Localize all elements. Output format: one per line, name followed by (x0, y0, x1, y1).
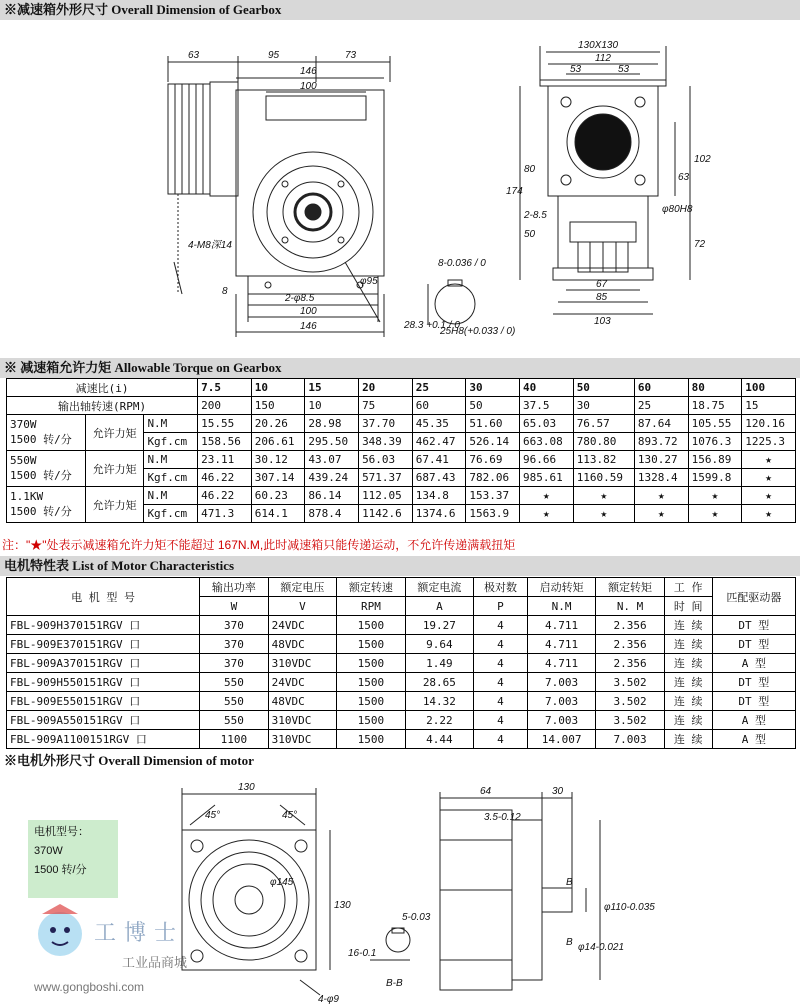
torque-550w-nm-row (7, 451, 796, 469)
torque-cell: 614.1 (251, 505, 305, 523)
model-cell: FBL-909H370151RGV 口 (7, 616, 200, 635)
dim-112: 112 (595, 53, 611, 64)
motor-cell: 4.711 (527, 616, 595, 635)
col-model: 电 机 型 号 (7, 578, 200, 616)
motor-row (7, 654, 796, 673)
col-header: 额定电流 (405, 578, 473, 597)
torque-cell: 663.08 (520, 433, 574, 451)
torque-cell: 112.05 (359, 487, 413, 505)
torque-cell: 526.14 (466, 433, 520, 451)
dim-53-left: 53 (570, 64, 582, 75)
motor-cell: 4.711 (527, 635, 595, 654)
dim-102: 102 (694, 154, 711, 165)
speed-cell: 200 (198, 397, 252, 415)
torque-cell: 45.35 (412, 415, 466, 433)
motor-dim-130-top: 130 (238, 782, 255, 793)
motor-dim-30: 30 (552, 786, 564, 797)
motor-cell: 4 (474, 635, 528, 654)
unit-kgf: Kgf.cm (144, 469, 198, 487)
motor-cell: 1500 (337, 654, 405, 673)
unit-kgf: Kgf.cm (144, 433, 198, 451)
motor-cell: 48VDC (268, 635, 336, 654)
motor-cell: 1500 (337, 635, 405, 654)
ratio-cell: 10 (251, 379, 305, 397)
power-cell: 370W 1500 转/分 (7, 415, 86, 451)
dim-67: 67 (596, 279, 608, 290)
motor-dim-45-right: 45° (282, 810, 298, 821)
ratio-cell: 30 (466, 379, 520, 397)
motor-dim-130-side: 130 (334, 900, 351, 911)
torque-cell: 1160.59 (573, 469, 634, 487)
model-cell: FBL-909A370151RGV 口 (7, 654, 200, 673)
motor-cell: 550 (200, 711, 268, 730)
watermark (30, 900, 250, 1005)
torque-cell: 56.03 (359, 451, 413, 469)
torque-cell: 87.64 (634, 415, 688, 433)
motor-cell: 1100 (200, 730, 268, 749)
dim-146-top: 146 (300, 66, 317, 77)
motor-cell: 310VDC (268, 654, 336, 673)
dim-80: 80 (524, 164, 536, 175)
motor-cell: 19.27 (405, 616, 473, 635)
motor-cell: 9.64 (405, 635, 473, 654)
dim-shaft-25h8: 25H8(+0.033 / 0) (440, 326, 516, 337)
unit-nm: N.M (144, 487, 198, 505)
torque-cell: 1142.6 (359, 505, 413, 523)
dim-72: 72 (694, 239, 706, 250)
motor-dim-45-left: 45° (205, 810, 221, 821)
allow-label: 允许力矩 (85, 487, 144, 523)
unit-nm: N.M (144, 451, 198, 469)
torque-cell: 153.37 (466, 487, 520, 505)
motor-cell: 4 (474, 654, 528, 673)
motor-cell: 2.356 (596, 635, 664, 654)
ratio-cell: 80 (688, 379, 742, 397)
motor-cell: 48VDC (268, 692, 336, 711)
motor-cell: 4 (474, 711, 528, 730)
watermark-sub: 工业品商城 (122, 955, 188, 970)
unit-cell: RPM (337, 597, 405, 616)
star-cell: ★ (634, 505, 688, 523)
torque-cell: 120.16 (742, 415, 796, 433)
speed-cell: 50 (466, 397, 520, 415)
unit-cell: 时 间 (664, 597, 712, 616)
motor-cell: 24VDC (268, 673, 336, 692)
motor-row (7, 711, 796, 730)
col-header: 极对数 (474, 578, 528, 597)
motor-cell: 24VDC (268, 616, 336, 635)
torque-cell: 134.8 (412, 487, 466, 505)
torque-cell: 60.23 (251, 487, 305, 505)
torque-cell: 20.26 (251, 415, 305, 433)
motor-row (7, 635, 796, 654)
motor-cell: 1.49 (405, 654, 473, 673)
motor-row (7, 616, 796, 635)
ratio-cell: 25 (412, 379, 466, 397)
torque-cell: 206.61 (251, 433, 305, 451)
dim-shaft-28: 28.3 +0.1 / 0 (404, 320, 460, 331)
ratio-cell: 7.5 (198, 379, 252, 397)
motor-header-row (7, 578, 796, 597)
motor-cell: 连 续 (664, 673, 712, 692)
col-header: 启动转矩 (527, 578, 595, 597)
dim-100-top: 100 (300, 81, 317, 92)
dim-85: 85 (596, 292, 608, 303)
torque-370w-nm-row (7, 415, 796, 433)
torque-cell: 76.69 (466, 451, 520, 469)
torque-cell: 1225.3 (742, 433, 796, 451)
motor-cell: 3.502 (596, 711, 664, 730)
motor-cell: 2.22 (405, 711, 473, 730)
dim-phi95: φ95 (360, 276, 378, 287)
speed-label: 输出轴转速(RPM) (7, 397, 198, 415)
dim-100-bottom: 100 (300, 306, 317, 317)
allow-label: 允许力矩 (85, 451, 144, 487)
dim-63-side: 63 (678, 172, 690, 183)
speed-cell: 25 (634, 397, 688, 415)
torque-table (6, 378, 796, 523)
torque-cell: 67.41 (412, 451, 466, 469)
torque-cell: 780.80 (573, 433, 634, 451)
dim-2-holes: 2-φ8.5 (285, 293, 315, 304)
allow-label: 允许力矩 (85, 415, 144, 451)
col-header: 额定转矩 (596, 578, 664, 597)
star-cell: ★ (742, 487, 796, 505)
mascot-icon (30, 900, 90, 970)
motor-cell: 4 (474, 616, 528, 635)
motor-cell: DT 型 (712, 692, 795, 711)
power-cell: 1.1KW 1500 转/分 (7, 487, 86, 523)
motor-b-top: B (566, 877, 573, 888)
torque-cell: 28.98 (305, 415, 359, 433)
motor-table (6, 577, 796, 749)
motor-cell: 连 续 (664, 692, 712, 711)
motor-row (7, 692, 796, 711)
motor-row (7, 673, 796, 692)
dim-2-85: 2-8.5 (524, 210, 547, 221)
motor-cell: A 型 (712, 711, 795, 730)
motor-cell: 2.356 (596, 616, 664, 635)
motor-dim-64: 64 (480, 786, 492, 797)
torque-cell: 43.07 (305, 451, 359, 469)
watermark-url: www.gongboshi.com (34, 980, 145, 994)
speed-cell: 30 (573, 397, 634, 415)
motor-cell: 4 (474, 673, 528, 692)
dim-m8: 4-M8深14 (188, 240, 232, 251)
motor-dim-phi110: φ110-0.035 (604, 902, 655, 913)
ratio-cell: 20 (359, 379, 413, 397)
torque-cell: 23.11 (198, 451, 252, 469)
ratio-label: 减速比(i) (7, 379, 198, 397)
torque-cell: 156.89 (688, 451, 742, 469)
model-cell: FBL-909E370151RGV 口 (7, 635, 200, 654)
motor-cell: 14.32 (405, 692, 473, 711)
star-cell: ★ (573, 487, 634, 505)
torque-section-title: ※ 减速箱允许力矩 Allowable Torque on Gearbox (0, 358, 800, 378)
torque-cell: 105.55 (688, 415, 742, 433)
dim-shaft-key: 8-0.036 / 0 (438, 258, 486, 269)
col-header: 额定转速 (337, 578, 405, 597)
star-cell: ★ (688, 505, 742, 523)
motor-cell: DT 型 (712, 673, 795, 692)
motor-cell: 4 (474, 730, 528, 749)
unit-kgf: Kgf.cm (144, 505, 198, 523)
motor-cell: 28.65 (405, 673, 473, 692)
motor-dim-bb: B-B (386, 978, 403, 989)
motor-cell: 4.711 (527, 654, 595, 673)
motor-cell: 310VDC (268, 711, 336, 730)
motor-cell: 连 续 (664, 730, 712, 749)
motor-dim-key16: 16-0.1 (348, 948, 377, 959)
ratio-cell: 50 (573, 379, 634, 397)
torque-cell: 307.14 (251, 469, 305, 487)
model-cell: FBL-909A550151RGV 口 (7, 711, 200, 730)
unit-cell: V (268, 597, 336, 616)
dim-95: 95 (268, 50, 280, 61)
motor-dim-phi14: φ14-0.021 (578, 942, 625, 953)
torque-cell: 462.47 (412, 433, 466, 451)
torque-cell: 51.60 (466, 415, 520, 433)
torque-cell: 30.12 (251, 451, 305, 469)
motor-dim-key5: 5-0.03 (402, 912, 431, 923)
speed-cell: 18.75 (688, 397, 742, 415)
col-header: 输出功率 (200, 578, 268, 597)
torque-cell: 985.61 (520, 469, 574, 487)
col-header: 工 作 (664, 578, 712, 597)
speed-cell: 60 (412, 397, 466, 415)
motor-cell: A 型 (712, 730, 795, 749)
torque-speed-row (7, 397, 796, 415)
torque-cell: 1374.6 (412, 505, 466, 523)
motor-dim-phi145: φ145 (270, 877, 294, 888)
star-cell: ★ (520, 505, 574, 523)
torque-cell: 782.06 (466, 469, 520, 487)
power-cell: 550W 1500 转/分 (7, 451, 86, 487)
torque-cell: 65.03 (520, 415, 574, 433)
speed-cell: 37.5 (520, 397, 574, 415)
torque-cell: 471.3 (198, 505, 252, 523)
star-cell: ★ (634, 487, 688, 505)
dim-174: 174 (506, 186, 523, 197)
speed-cell: 150 (251, 397, 305, 415)
dim-146-bottom: 146 (300, 321, 317, 332)
torque-cell: 439.24 (305, 469, 359, 487)
motor-cell: 370 (200, 654, 268, 673)
torque-cell: 86.14 (305, 487, 359, 505)
torque-cell: 348.39 (359, 433, 413, 451)
motor-cell: A 型 (712, 654, 795, 673)
motor-cell: 550 (200, 692, 268, 711)
torque-cell: 687.43 (412, 469, 466, 487)
torque-cell: 571.37 (359, 469, 413, 487)
ratio-cell: 15 (305, 379, 359, 397)
unit-cell: A (405, 597, 473, 616)
note-line: 370W (34, 845, 63, 857)
star-cell: ★ (573, 505, 634, 523)
star-cell: ★ (742, 469, 796, 487)
torque-cell: 113.82 (573, 451, 634, 469)
model-cell: FBL-909E550151RGV 口 (7, 692, 200, 711)
torque-cell: 76.57 (573, 415, 634, 433)
motor-cell: 连 续 (664, 711, 712, 730)
torque-cell: 1076.3 (688, 433, 742, 451)
ratio-cell: 40 (520, 379, 574, 397)
torque-cell: 96.66 (520, 451, 574, 469)
star-cell: ★ (520, 487, 574, 505)
motor-cell: 1500 (337, 711, 405, 730)
motor-dim-3-5: 3.5-0.12 (484, 812, 521, 823)
torque-cell: 878.4 (305, 505, 359, 523)
motor-section-title: 电机特性表 List of Motor Characteristics (0, 556, 800, 576)
torque-cell: 46.22 (198, 487, 252, 505)
motor-cell: 3.502 (596, 673, 664, 692)
motor-cell: 4 (474, 692, 528, 711)
ratio-cell: 100 (742, 379, 796, 397)
torque-cell: 1328.4 (634, 469, 688, 487)
dim-73: 73 (345, 50, 357, 61)
motor-cell: 4.44 (405, 730, 473, 749)
motor-cell: 1500 (337, 673, 405, 692)
motor-cell: 3.502 (596, 692, 664, 711)
unit-cell: N.M (527, 597, 595, 616)
torque-cell: 130.27 (634, 451, 688, 469)
motor-cell: 7.003 (527, 692, 595, 711)
unit-cell: W (200, 597, 268, 616)
dim-103: 103 (594, 316, 611, 327)
torque-cell: 295.50 (305, 433, 359, 451)
torque-ratio-row (7, 379, 796, 397)
torque-cell: 893.72 (634, 433, 688, 451)
torque-cell: 46.22 (198, 469, 252, 487)
torque-cell: 37.70 (359, 415, 413, 433)
torque-note: 注："★"处表示减速箱允许力矩不能超过 167N.M,此时减速箱只能传递运动，不允许传递满载扭矩 (2, 538, 516, 552)
dim-phi80h8: φ80H8 (662, 204, 693, 215)
speed-cell: 75 (359, 397, 413, 415)
torque-1100w-nm-row (7, 487, 796, 505)
note-line: 电机型号： (34, 826, 89, 838)
motor-b-bottom: B (566, 937, 573, 948)
motor-cell: 14.007 (527, 730, 595, 749)
motor-dim-section-title: ※电机外形尺寸 Overall Dimension of motor (4, 753, 254, 768)
torque-cell: 158.56 (198, 433, 252, 451)
motor-cell: 1500 (337, 730, 405, 749)
dim-8: 8 (222, 286, 228, 297)
model-cell: FBL-909H550151RGV 口 (7, 673, 200, 692)
dim-50: 50 (524, 229, 536, 240)
model-cell: FBL-909A1100151RGV 口 (7, 730, 200, 749)
unit-nm: N.M (144, 415, 198, 433)
motor-cell: 1500 (337, 692, 405, 711)
motor-cell: DT 型 (712, 616, 795, 635)
star-cell: ★ (742, 451, 796, 469)
star-cell: ★ (742, 505, 796, 523)
gearbox-section-title: ※减速箱外形尺寸 Overall Dimension of Gearbox (0, 0, 800, 20)
motor-cell: 370 (200, 635, 268, 654)
motor-cell: 2.356 (596, 654, 664, 673)
motor-row (7, 730, 796, 749)
torque-cell: 1599.8 (688, 469, 742, 487)
watermark-brand: 工博士 (94, 921, 185, 946)
motor-cell: 7.003 (527, 673, 595, 692)
motor-cell: DT 型 (712, 635, 795, 654)
speed-cell: 15 (742, 397, 796, 415)
col-header: 额定电压 (268, 578, 336, 597)
motor-cell: 310VDC (268, 730, 336, 749)
motor-cell: 7.003 (596, 730, 664, 749)
ratio-cell: 60 (634, 379, 688, 397)
note-line: 1500 转/分 (34, 864, 87, 876)
motor-dim-4-holes: 4-φ9 (318, 994, 339, 1005)
dim-63: 63 (188, 50, 200, 61)
speed-cell: 10 (305, 397, 359, 415)
unit-cell: N. M (596, 597, 664, 616)
motor-cell: 连 续 (664, 616, 712, 635)
col-driver: 匹配驱动器 (712, 578, 795, 616)
dim-130x130: 130X130 (578, 40, 619, 51)
torque-cell: 15.55 (198, 415, 252, 433)
star-cell: ★ (688, 487, 742, 505)
gearbox-drawing (0, 22, 800, 358)
motor-cell: 370 (200, 616, 268, 635)
motor-cell: 连 续 (664, 635, 712, 654)
motor-cell: 7.003 (527, 711, 595, 730)
unit-cell: P (474, 597, 528, 616)
motor-cell: 550 (200, 673, 268, 692)
torque-cell: 1563.9 (466, 505, 520, 523)
motor-cell: 1500 (337, 616, 405, 635)
dim-53-right: 53 (618, 64, 630, 75)
motor-cell: 连 续 (664, 654, 712, 673)
